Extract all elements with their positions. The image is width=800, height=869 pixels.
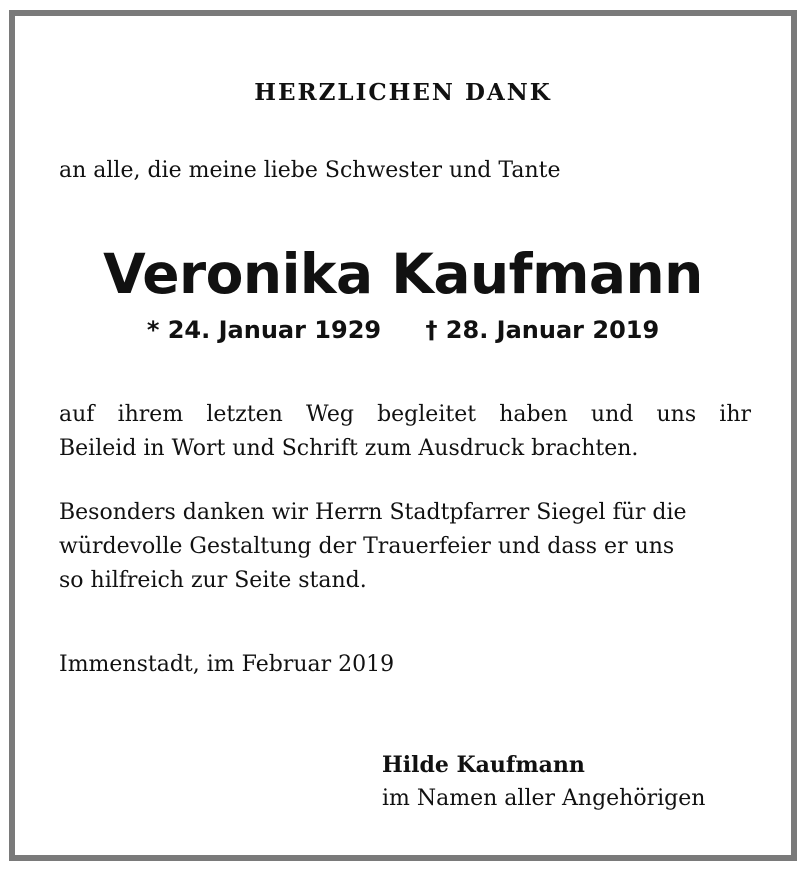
signer-note: im Namen aller Angehörigen bbox=[382, 786, 706, 811]
thanks-paragraph-line-2: Beileid in Wort und Schrift zum Ausdruck brachten. bbox=[59, 436, 639, 461]
place-date: Immenstadt, im Februar 2019 bbox=[59, 652, 395, 677]
signer-name: Hilde Kaufmann bbox=[382, 752, 585, 778]
life-dates bbox=[15, 316, 791, 344]
special-thanks-line-1: Besonders danken wir Herrn Stadtpfarrer Siegel für die bbox=[59, 500, 687, 525]
special-thanks-paragraph bbox=[59, 496, 759, 598]
thanks-paragraph bbox=[59, 398, 751, 466]
notice-frame bbox=[9, 10, 797, 861]
thanks-paragraph-line-1: auf ihrem letzten Weg begleitet haben und uns ihr bbox=[59, 402, 751, 427]
special-thanks-line-2: würdevolle Gestaltung der Trauerfeier und dass er uns bbox=[59, 534, 675, 559]
signature-block bbox=[382, 748, 705, 816]
birth-date: * 24. Januar 1929 bbox=[146, 316, 382, 344]
death-date: † 28. Januar 2019 bbox=[425, 316, 660, 344]
deceased-name: Veronika Kaufmann bbox=[103, 242, 703, 306]
notice-heading: HERZLICHEN DANK bbox=[254, 79, 552, 106]
special-thanks-line-3: so hilfreich zur Seite stand. bbox=[59, 568, 367, 593]
intro-line: an alle, die meine liebe Schwester und Tante bbox=[59, 158, 561, 183]
